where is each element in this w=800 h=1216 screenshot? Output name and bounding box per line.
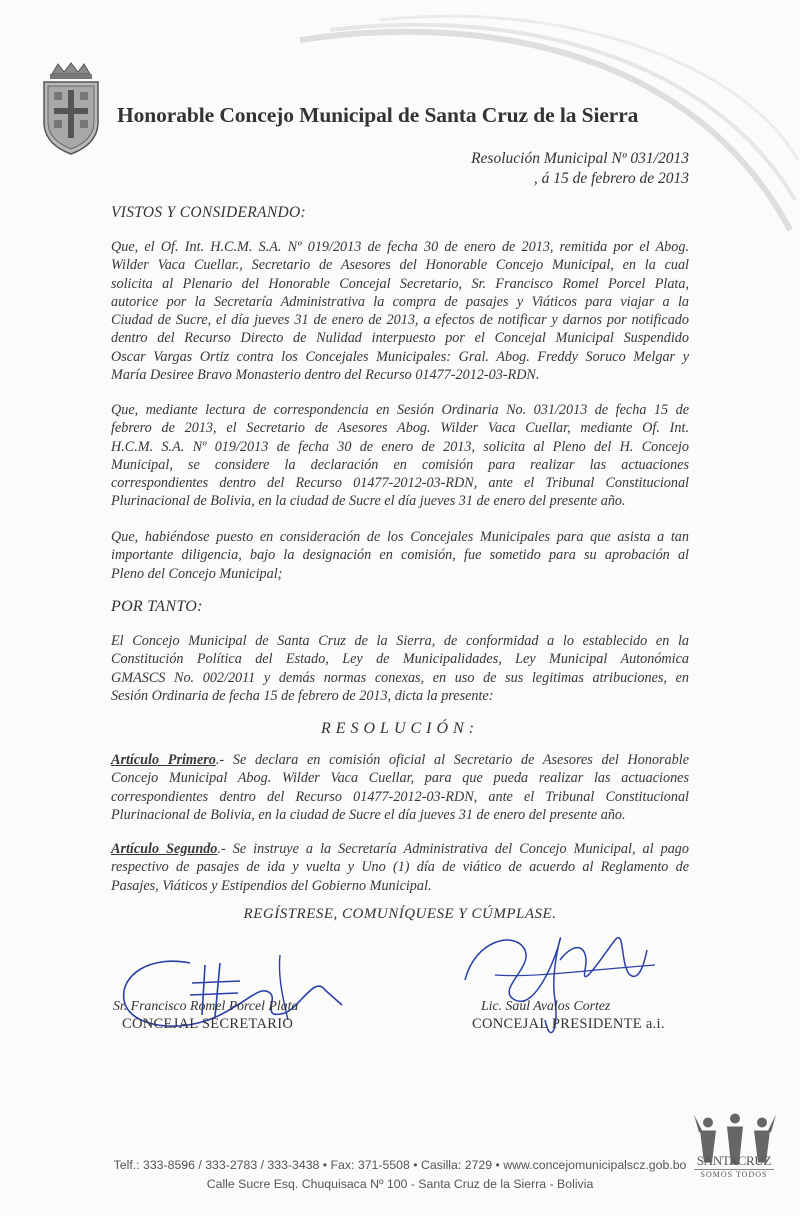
paragraph-line: María Desiree Bravo Monasterio dentro del Recurso 01477-2012-03-RDN. <box>111 367 540 384</box>
paragraph-line: Que, mediante lectura de correspondencia en Sesión Ordinaria No. 031/2013 de fecha 15 de <box>111 402 689 418</box>
articulo-segundo-text: .- Se instruye a la Secretaría Administrativa del Concejo Municipal, al pago <box>217 841 689 857</box>
paragraph-line: correspondientes dentro del Recurso 01477-2012-03-RDN, ante el Tribunal Constitucional <box>111 475 689 492</box>
footer-contact-line: Telf.: 333-8596 / 333-2783 / 333-3438 • Fax: 371-5508 • Casilla: 2729 • www.concejomunicipalscz.gob.bo <box>113 1158 687 1172</box>
right-signatory-name: Lic. Saúl Avalos Cortez <box>481 998 611 1013</box>
articulo-primero-label: Artículo Primero <box>111 752 216 768</box>
paragraph-line: autorice por la Secretaría Administrativa la compra de pasajes y Viáticos para viajar a la <box>111 293 689 310</box>
paragraph-line: correspondientes dentro del Recurso 01477-2012-03-RDN, ante el Tribunal Constitucional <box>111 788 689 805</box>
por-tanto-paragraph <box>111 632 689 705</box>
resolucion-heading: RESOLUCIÓN: <box>320 720 480 737</box>
santa-cruz-logo-text <box>694 1153 774 1179</box>
paragraph-line <box>111 751 689 769</box>
right-signatory-role: CONCEJAL PRESIDENTE a.i. <box>472 1016 665 1032</box>
left-signatory-name: Sr. Francisco Romel Porcel Plata <box>113 998 299 1013</box>
paragraph-line: Oscar Vargas Ortiz contra los Concejales Municipales: Gral. Abog. Freddy Soruco Melgar y <box>111 348 689 365</box>
paragraph-line: Concejo Municipal Abog. Wilder Vaca Cuellar, para que pueda realizar las actuaciones <box>111 770 689 787</box>
organization-title: Honorable Concejo Municipal de Santa Cruz de la Sierra <box>117 103 639 127</box>
resolution-header <box>471 149 689 189</box>
paragraph-line: importante diligencia, bajo la designación en comisión, fue sometido para su aprobación al <box>111 547 689 564</box>
paragraph-line: H.C.M. S.A. Nº 019/2013 de fecha 30 de enero de 2013, solicita al Pleno del H. Concejo <box>111 438 689 455</box>
closing-formula: REGÍSTRESE, COMUNÍQUESE Y CÚMPLASE. <box>243 906 557 922</box>
paragraph-line: respectivo de pasajes de ida y vuelta y Uno (1) día de viático de acuerdo al Reglamento de <box>111 859 689 876</box>
logo-tagline: SOMOS TODOS <box>694 1169 774 1179</box>
paragraph-line: Sesión Ordinaria de fecha 15 de febrero de 2013, dicta la presente: <box>111 687 494 704</box>
vistos-paragraph-2 <box>111 401 689 511</box>
paragraph-line: dentro del Recurso Directo de Nulidad interpuesto por el Concejal Municipal Suspendido <box>111 330 689 347</box>
paragraph-line: Que, el Of. Int. H.C.M. S.A. Nº 019/2013 de fecha 30 de enero de 2013, remitida por el Abog. <box>111 239 689 255</box>
footer <box>0 1156 800 1194</box>
articulo-segundo <box>111 840 689 895</box>
paragraph-line: Constitución Política del Estado, Ley de Municipalidades, Ley Municipal Autonómica <box>111 651 689 668</box>
logo-name: SANTACRUZ <box>696 1153 772 1168</box>
articulo-primero-text: .- Se declara en comisión oficial al Secretario de Asesores del Honorable <box>215 752 689 768</box>
vistos-paragraph-1 <box>111 238 689 384</box>
paragraph-line: Que, habiéndose puesto en consideración de los Concejales Municipales para que asista a tan <box>111 529 689 545</box>
resolution-number: Resolución Municipal Nº 031/2013 <box>471 150 689 167</box>
footer-address-line: Calle Sucre Esq. Chuquisaca Nº 100 - Santa Cruz de la Sierra - Bolivia <box>206 1177 594 1191</box>
paragraph-line: Plurinacional de Bolivia, en la ciudad de Sucre el día jueves 31 de enero del presente año. <box>111 806 626 823</box>
paragraph-line: El Concejo Municipal de Santa Cruz de la Sierra, de conformidad a lo establecido en la <box>111 633 689 649</box>
por-tanto-heading: POR TANTO: <box>111 598 203 615</box>
paragraph-line: solicita al Plenario del Honorable Concejal Secretario, Sr. Francisco Romel Porcel Plata, <box>111 275 689 292</box>
paragraph-line: Pleno del Concejo Municipal; <box>111 565 283 582</box>
articulo-primero <box>111 751 689 824</box>
paragraph-line: Plurinacional de Bolivia, en la ciudad de Sucre el día jueves 31 de enero del presente año. <box>111 493 626 510</box>
paragraph-line <box>111 840 689 858</box>
coat-of-arms-icon <box>38 62 104 156</box>
paragraph-line: Pasajes, Viáticos y Estipendios del Gobierno Municipal. <box>111 877 432 894</box>
paragraph-line: febrero de 2013, el Secretario de Asesores Abog. Wilder Vaca Cuellar, mediante Of. Int. <box>111 420 689 437</box>
paragraph-line: Wilder Vaca Cuellar., Secretario de Asesores del Honorable Concejo Municipal, en la cual <box>111 257 689 274</box>
vistos-heading: VISTOS Y CONSIDERANDO: <box>111 204 306 221</box>
paragraph-line: GMASCS No. 002/2011 y demás normas conexas, en uso de sus legitimas atribuciones, en <box>111 669 689 686</box>
left-signatory-role: CONCEJAL SECRETARIO <box>122 1016 294 1032</box>
paragraph-line: Municipal, se considere la declaración en comisión para realizar las actuaciones <box>111 456 689 473</box>
vistos-paragraph-3 <box>111 528 689 583</box>
articulo-segundo-label: Artículo Segundo <box>111 841 218 857</box>
paragraph-line: Ciudad de Sucre, el día jueves 31 de enero de 2013, a efectos de notificar y darnos por notificado <box>111 312 689 329</box>
resolution-date: , á 15 de febrero de 2013 <box>533 170 689 187</box>
